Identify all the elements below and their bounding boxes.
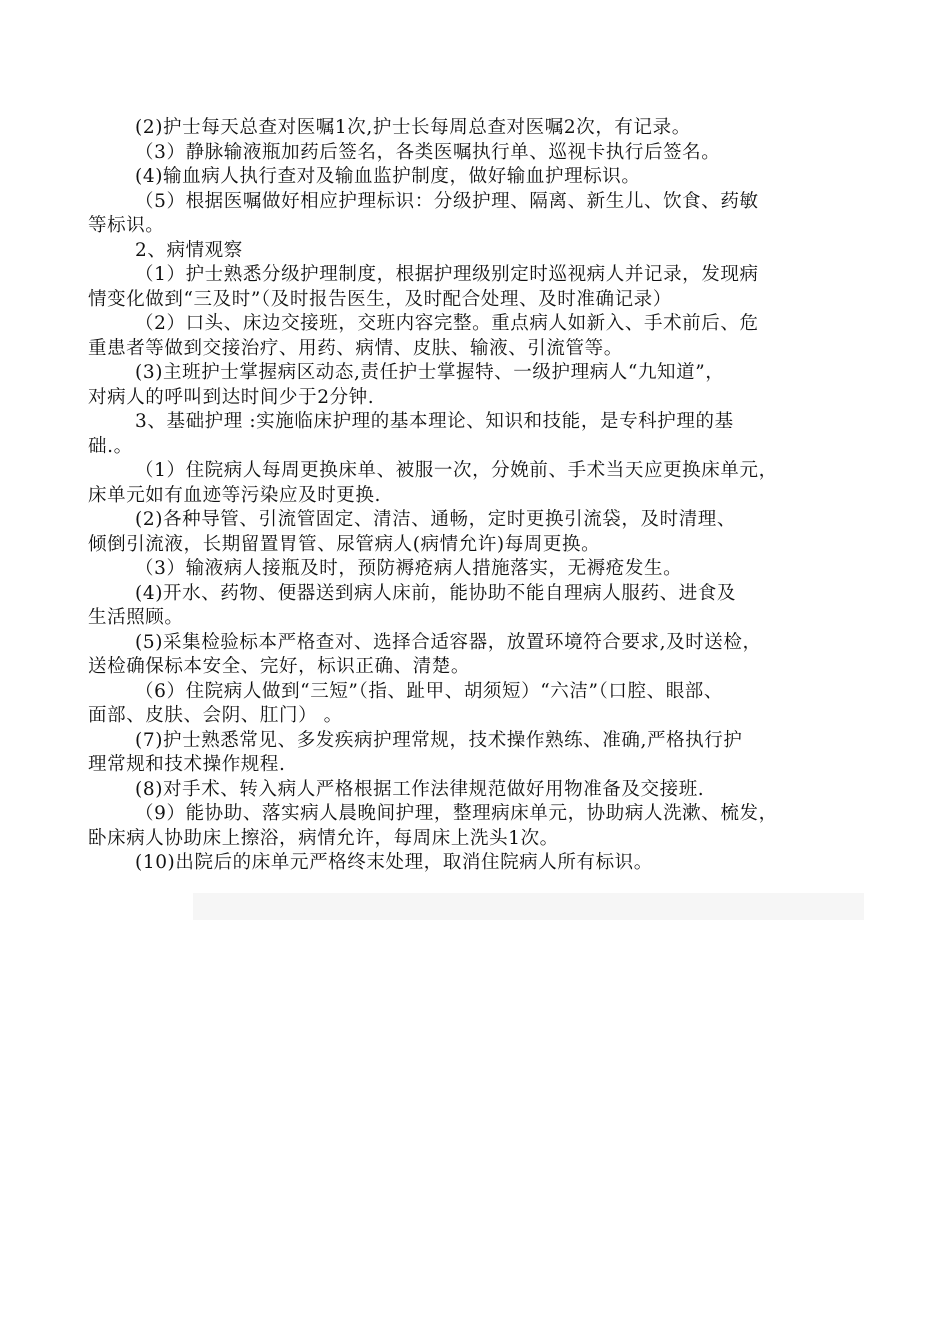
text-line: (2)护士每天总查对医嘱1次,护士长每周总查对医嘱2次，有记录。 [135, 117, 691, 138]
text-line: （5）根据医嘱做好相应护理标识：分级护理、隔离、新生儿、饮食、药敏 [135, 190, 759, 212]
text-line: （1）住院病人每周更换床单、被服一次，分娩前、手术当天应更换床单元， [135, 460, 778, 481]
text-line: 础.。 [88, 435, 133, 457]
text-line: (5)采集检验标本严格查对、选择合适容器，放置环境符合要求,及时送检， [135, 631, 762, 653]
text-line: (4)输血病人执行查对及输血监护制度，做好输血护理标识。 [135, 166, 641, 187]
text-line: (8)对手术、转入病人严格根据工作法律规范做好用物准备及交接班. [135, 778, 705, 800]
text-line: 情变化做到“三及时”（及时报告医生，及时配合处理、及时准确记录） [88, 288, 672, 310]
text-lines [88, 116, 864, 876]
text-line: 理常规和技术操作规程. [88, 754, 286, 775]
text-line: (10)出院后的床单元严格终末处理，取消住院病人所有标识。 [135, 852, 653, 873]
text-line: （2）口头、床边交接班，交班内容完整。重点病人如新入、手术前后、危 [135, 313, 759, 334]
text-line: 对病人的呼叫到达时间少于2分钟. [88, 386, 375, 408]
text-line: 送检确保标本安全、完好，标识正确、清楚。 [88, 656, 471, 677]
text-line: 面部、皮肤、会阴、肛门） 。 [88, 705, 343, 726]
text-line: 床单元如有血迹等污染应及时更换. [88, 484, 381, 506]
text-line: 卧床病人协助床上擦浴，病情允许，每周床上洗头1次。 [88, 827, 559, 849]
text-line: （1）护士熟悉分级护理制度，根据护理级别定时巡视病人并记录，发现病 [135, 264, 759, 285]
text-line: 2、病情观察 [135, 239, 243, 261]
text-line: (4)开水、药物、便器送到病人床前，能协助不能自理病人服药、进食及 [135, 582, 737, 604]
document-body [88, 116, 864, 876]
text-line: （6）住院病人做到“三短”（指、趾甲、胡须短）“六洁”（口腔、眼部、 [135, 680, 724, 702]
text-line: (7)护士熟悉常见、多发疾病护理常规，技术操作熟练、准确,严格执行护 [135, 729, 743, 751]
text-line: （3）输液病人接瓶及时，预防褥疮病人措施落实，无褥疮发生。 [135, 558, 683, 579]
text-line: （9）能协助、落实病人晨晚间护理，整理病床单元，协助病人洗漱、梳发， [135, 803, 778, 824]
text-line: 生活照顾。 [88, 607, 184, 628]
text-line: 重患者等做到交接治疗、用药、病情、皮肤、输液、引流管等。 [88, 337, 623, 359]
text-line: 3、基础护理 :实施临床护理的基本理论、知识和技能，是专科护理的基 [135, 411, 734, 432]
text-line: (3)主班护士掌握病区动态,责任护士掌握特、一级护理病人“九知道”， [135, 362, 725, 383]
text-line: 倾倒引流液，长期留置胃管、尿管病人(病情允许)每周更换。 [88, 533, 601, 555]
text-line: 等标识。 [88, 215, 165, 236]
shaded-block [193, 893, 864, 920]
text-line: （3）静脉输液瓶加药后签名，各类医嘱执行单、巡视卡执行后签名。 [135, 141, 721, 163]
text-line: (2)各种导管、引流管固定、清洁、通畅，定时更换引流袋，及时清理、 [135, 509, 737, 530]
